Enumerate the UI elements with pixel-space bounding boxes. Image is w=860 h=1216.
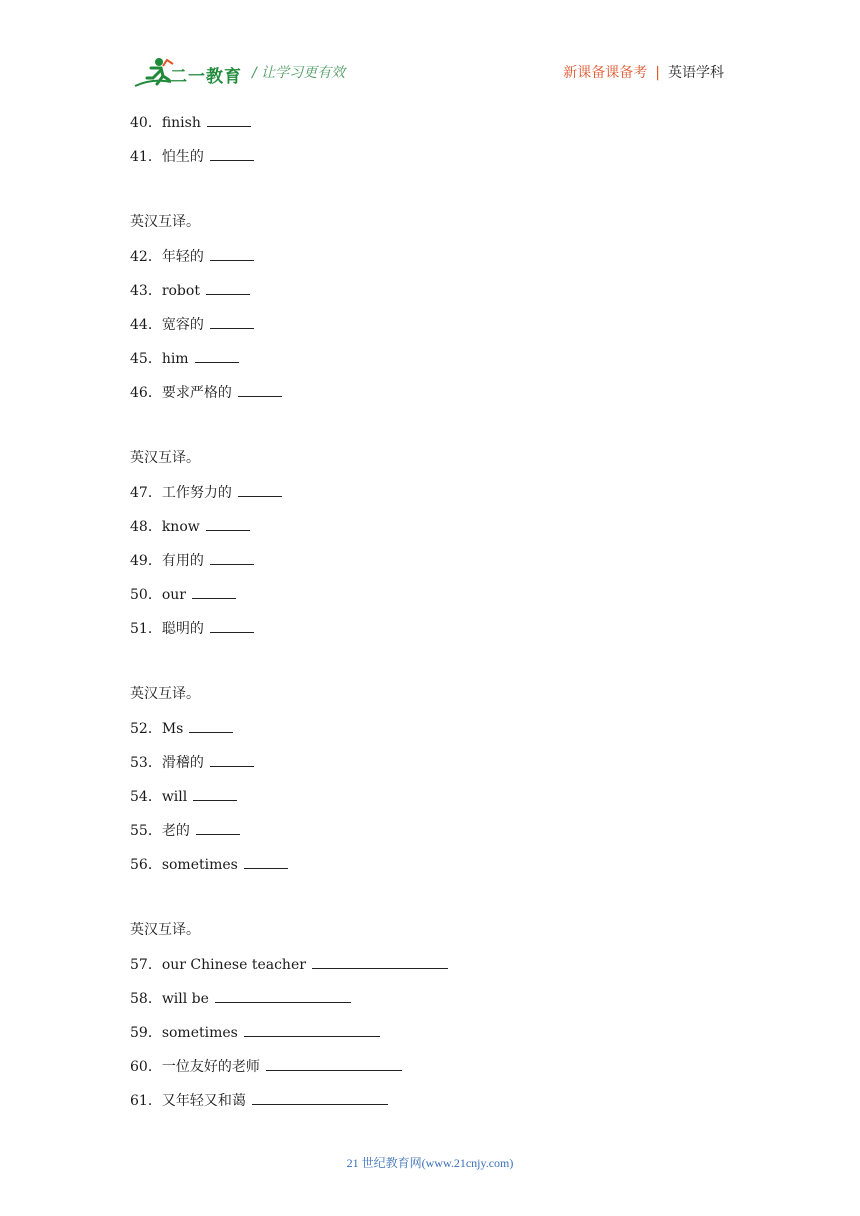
exercise-item — [130, 146, 750, 180]
answer-blank[interactable] — [189, 718, 233, 733]
exercise-label: 54．will — [130, 789, 188, 805]
section-heading: 英汉互译。 — [130, 686, 200, 702]
exercise-label: 48．know — [130, 519, 200, 535]
exercise-item — [130, 1022, 750, 1056]
exercise-item — [130, 854, 750, 888]
exercise-label: 57．our Chinese teacher — [130, 957, 306, 973]
exercise-label: 50．our — [130, 587, 186, 603]
exercise-item — [130, 246, 750, 280]
answer-blank[interactable] — [210, 618, 254, 633]
answer-blank[interactable] — [196, 820, 240, 835]
section-heading: 英汉互译。 — [130, 450, 200, 466]
header-separator: | — [655, 65, 660, 81]
exercise-label: 41．怕生的 — [130, 149, 204, 165]
exercise-label: 53．滑稽的 — [130, 755, 204, 771]
answer-blank[interactable] — [210, 246, 254, 261]
section-heading: 英汉互译。 — [130, 922, 200, 938]
page-header — [0, 0, 860, 100]
exercise-item — [130, 718, 750, 752]
exercise-label: 43．robot — [130, 283, 200, 299]
exercise-label: 45．him — [130, 351, 189, 367]
exercise-label: 44．宽容的 — [130, 317, 204, 333]
answer-blank[interactable] — [193, 786, 237, 801]
slogan: / 让学习更有效 — [252, 65, 346, 81]
exercise-item — [130, 786, 750, 820]
exercise-item — [130, 550, 750, 584]
exercise-item — [130, 348, 750, 382]
answer-blank[interactable] — [312, 954, 448, 969]
answer-blank[interactable] — [244, 854, 288, 869]
answer-blank[interactable] — [195, 348, 239, 363]
exercise-item — [130, 1090, 750, 1124]
section-spacer — [130, 416, 750, 448]
page-footer: 21 世纪教育网(www.21cnjy.com) — [346, 1156, 514, 1170]
section-spacer — [130, 652, 750, 684]
exercise-label: 56．sometimes — [130, 857, 238, 873]
exercise-item — [130, 1056, 750, 1090]
exercise-label: 61．又年轻又和蔼 — [130, 1093, 246, 1109]
subject-label: 英语学科 — [668, 65, 724, 81]
answer-blank[interactable] — [210, 146, 254, 161]
exercise-item — [130, 516, 750, 550]
exercise-label: 58．will be — [130, 991, 209, 1007]
exercise-item — [130, 752, 750, 786]
answer-blank[interactable] — [192, 584, 236, 599]
exercise-label: 40．finish — [130, 115, 201, 131]
answer-blank[interactable] — [215, 988, 351, 1003]
exercise-list — [130, 112, 750, 1124]
answer-blank[interactable] — [210, 314, 254, 329]
section-heading: 英汉互译。 — [130, 214, 200, 230]
brand-name: 二一教育 — [170, 67, 242, 87]
exercise-item — [130, 482, 750, 516]
exercise-label: 51．聪明的 — [130, 621, 204, 637]
course-label: 新课备课备考 — [563, 65, 648, 81]
answer-blank[interactable] — [266, 1056, 402, 1071]
section-spacer — [130, 888, 750, 920]
header-right — [563, 62, 724, 82]
exercise-item — [130, 382, 750, 416]
exercise-label: 49．有用的 — [130, 553, 204, 569]
exercise-label: 47．工作努力的 — [130, 485, 232, 501]
answer-blank[interactable] — [210, 752, 254, 767]
exercise-label: 55．老的 — [130, 823, 190, 839]
exercise-label: 52．Ms — [130, 721, 184, 737]
exercise-item — [130, 584, 750, 618]
answer-blank[interactable] — [238, 382, 282, 397]
exercise-label: 46．要求严格的 — [130, 385, 232, 401]
exercise-item — [130, 314, 750, 348]
exercise-item — [130, 618, 750, 652]
answer-blank[interactable] — [207, 112, 251, 127]
exercise-item — [130, 988, 750, 1022]
exercise-label: 42．年轻的 — [130, 249, 204, 265]
exercise-label: 59．sometimes — [130, 1025, 238, 1041]
answer-blank[interactable] — [252, 1090, 388, 1105]
exercise-label: 60．一位友好的老师 — [130, 1059, 260, 1075]
answer-blank[interactable] — [238, 482, 282, 497]
exercise-item — [130, 280, 750, 314]
answer-blank[interactable] — [244, 1022, 380, 1037]
answer-blank[interactable] — [210, 550, 254, 565]
answer-blank[interactable] — [206, 516, 250, 531]
section-spacer — [130, 180, 750, 212]
answer-blank[interactable] — [206, 280, 250, 295]
exercise-item — [130, 954, 750, 988]
exercise-item — [130, 820, 750, 854]
exercise-item — [130, 112, 750, 146]
